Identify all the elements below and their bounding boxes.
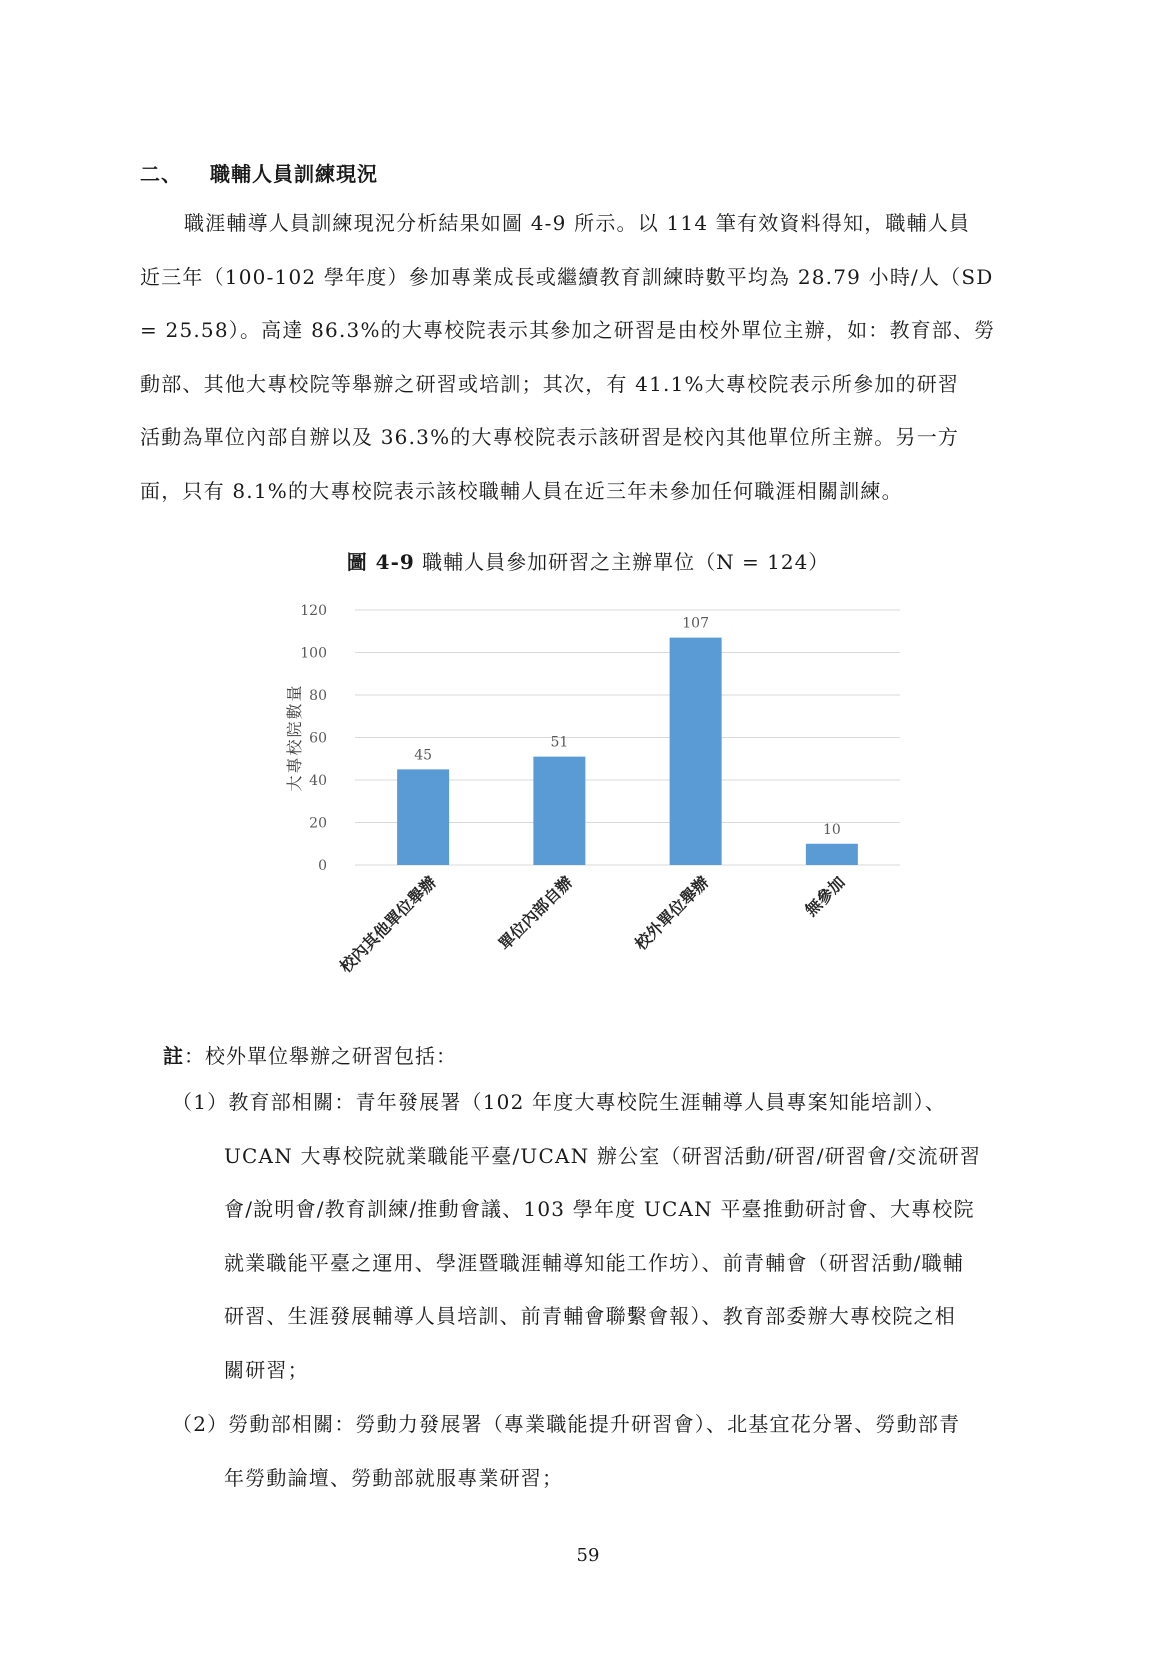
- body-paragraph: [140, 197, 1036, 519]
- paragraph-line: 面，只有 8.1%的大專校院表示該校職輔人員在近三年未參加任何職涯相關訓練。: [140, 478, 903, 503]
- bar: [670, 638, 722, 865]
- figure-label: 圖 4-9: [346, 550, 415, 574]
- bar: [806, 844, 858, 865]
- note-intro: ：校外單位舉辦之研習包括：: [184, 1044, 457, 1068]
- section-title: 職輔人員訓練現況: [210, 162, 378, 186]
- figure-caption: [0, 546, 1176, 575]
- note-line: 關研習；: [224, 1357, 309, 1382]
- paragraph-line: 活動為單位內部自辦以及 36.3%的大專校院表示該研習是校內其他單位所主辦。另一方: [140, 425, 960, 450]
- note-item-1: [172, 1076, 1036, 1398]
- bar-chart: [260, 590, 910, 1010]
- note-line: UCAN 大專校院就業職能平臺/UCAN 辦公室（研習活動/研習/研習會/交流研習: [224, 1143, 982, 1168]
- note-line: 研習、生涯發展輔導人員培訓、前青輔會聯繫會報）、教育部委辦大專校院之相: [224, 1304, 956, 1329]
- note-item-2: [172, 1398, 1036, 1505]
- y-tick-label: 20: [309, 815, 327, 832]
- section-heading: [140, 158, 378, 187]
- data-label: 10: [822, 821, 841, 838]
- paragraph-line: 近三年（100-102 學年度）參加專業成長或繼續教育訓練時數平均為 28.79 小時/人（SD: [140, 264, 994, 289]
- section-number: 二、: [140, 162, 182, 186]
- y-tick-label: 60: [309, 730, 327, 747]
- data-label: 45: [414, 747, 433, 764]
- data-label: 51: [550, 734, 569, 751]
- note-line: 就業職能平臺之運用、學涯暨職涯輔導知能工作坊）、前青輔會（研習活動/職輔: [224, 1250, 964, 1275]
- y-tick-label: 80: [309, 688, 327, 704]
- bar: [397, 769, 449, 865]
- data-label: 107: [682, 615, 709, 632]
- note-line: 年勞動論壇、勞動部就服專業研習；: [224, 1465, 564, 1490]
- bar: [533, 757, 585, 865]
- figure-caption-text: 職輔人員參加研習之主辦單位（N = 124）: [422, 550, 830, 574]
- note-line: （2）勞動部相關：勞動力發展署（專業職能提升研習會）、北基宜花分署、勞動部青: [172, 1412, 961, 1436]
- y-tick-label: 0: [318, 858, 327, 874]
- x-tick-label: 單位內部自辦: [494, 872, 577, 954]
- note-line: 會/說明會/教育訓練/推動會議、103 學年度 UCAN 平臺推動研討會、大專校院: [224, 1197, 975, 1222]
- x-tick-label: 校外單位舉辦: [631, 872, 713, 954]
- y-axis-title: 大專校院數量: [285, 683, 304, 792]
- x-tick-label: 校內其他單位舉辦: [335, 872, 440, 977]
- paragraph-line: = 25.58）。高達 86.3%的大專校院表示其參加之研習是由校外單位主辦，如：教育部、勞: [140, 318, 996, 343]
- paragraph-line: 職涯輔導人員訓練現況分析結果如圖 4-9 所示。以 114 筆有效資料得知，職輔人員: [184, 211, 971, 235]
- y-tick-label: 40: [309, 773, 327, 789]
- y-tick-label: 100: [300, 645, 327, 662]
- note-line: （1）教育部相關：青年發展署（102 年度大專校院生涯輔導人員專案知能培訓）、: [172, 1090, 947, 1114]
- note-heading: [163, 1040, 457, 1069]
- x-tick-label: 無參加: [801, 872, 849, 920]
- note-label: 註: [163, 1044, 184, 1068]
- page-number: 59: [576, 1545, 600, 1566]
- paragraph-line: 動部、其他大專校院等舉辦之研習或培訓；其次，有 41.1%大專校院表示所參加的研習: [140, 371, 960, 396]
- y-tick-label: 120: [300, 603, 327, 619]
